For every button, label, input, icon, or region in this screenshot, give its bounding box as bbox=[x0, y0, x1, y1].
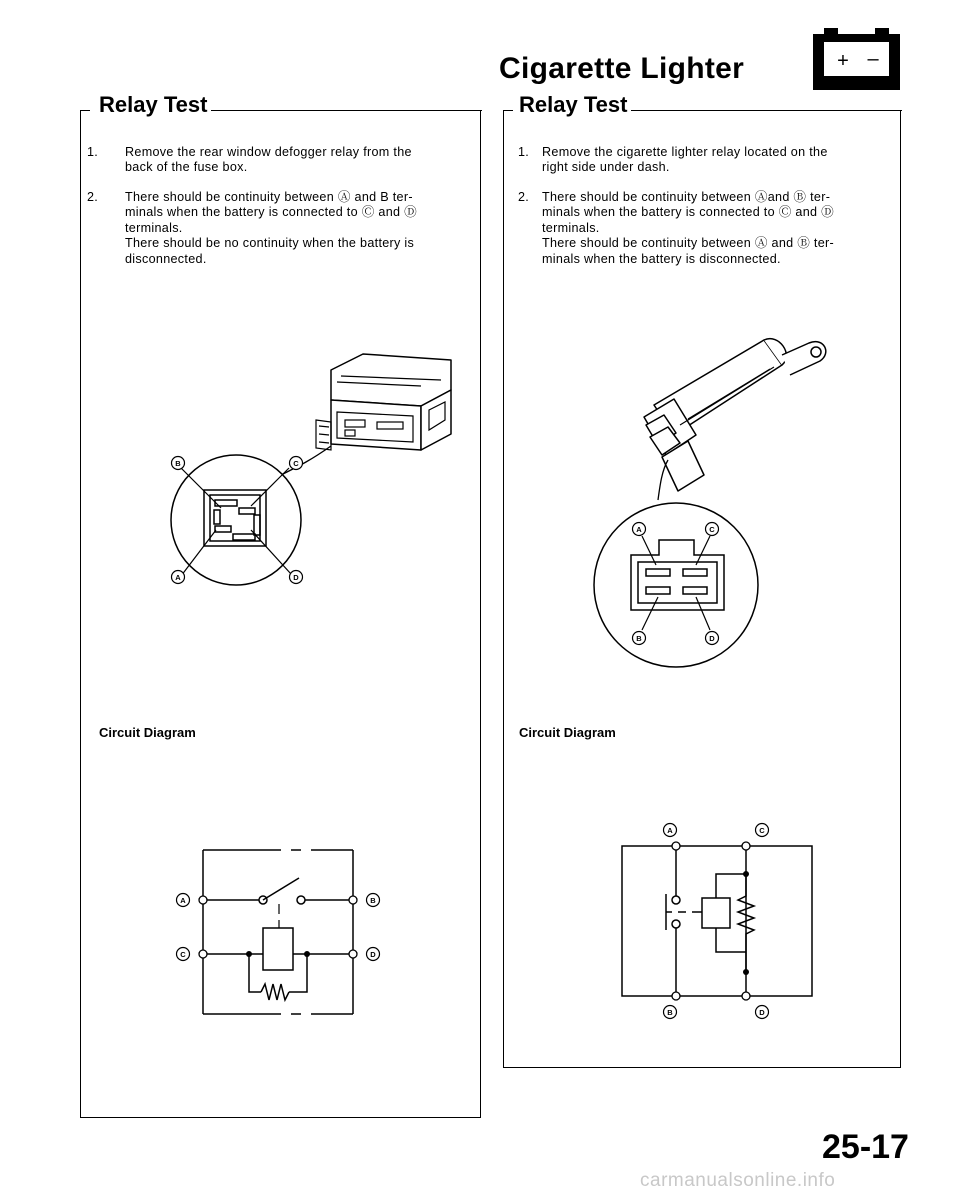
circuit-terminal-d-label: D bbox=[759, 1008, 765, 1017]
step-line: minals when the battery is connected to Ⓒ and Ⓓ bbox=[542, 205, 835, 220]
circuit-terminal-b-label: B bbox=[370, 896, 376, 905]
circuit-terminal-c-label: C bbox=[180, 950, 186, 959]
step-line: right side under dash. bbox=[542, 160, 670, 175]
left-relay-test-section bbox=[80, 92, 481, 1118]
battery-minus-symbol: – bbox=[867, 48, 879, 70]
terminal-d-label: D bbox=[709, 634, 715, 643]
page-title: Cigarette Lighter bbox=[499, 52, 745, 85]
section-heading: Relay Test bbox=[515, 92, 631, 118]
terminal-c-label: C bbox=[709, 525, 715, 534]
step-line: terminals. bbox=[542, 220, 600, 235]
terminal-c-label: C bbox=[293, 459, 299, 468]
defogger-relay-illustration bbox=[141, 350, 461, 590]
right-relay-test-section bbox=[503, 92, 901, 1068]
terminal-b-label: B bbox=[175, 459, 181, 468]
heading-rule-right bbox=[630, 110, 902, 111]
circuit-diagram-label: Circuit Diagram bbox=[99, 725, 196, 740]
step-number: 2. bbox=[87, 190, 99, 204]
heading-rule-left bbox=[80, 110, 90, 111]
step-text bbox=[125, 190, 417, 267]
step-text bbox=[542, 145, 828, 176]
terminal-a-label: A bbox=[175, 573, 181, 582]
step-line: Remove the cigarette lighter relay located on the bbox=[542, 145, 828, 159]
circuit-diagram-label: Circuit Diagram bbox=[519, 725, 616, 740]
step-line: There should be no continuity when the battery is bbox=[125, 236, 415, 251]
circuit-terminal-b-label: B bbox=[667, 1008, 673, 1017]
step-line: minals when the battery is disconnected. bbox=[542, 251, 781, 266]
step-line: back of the fuse box. bbox=[125, 160, 248, 175]
step-number: 2. bbox=[518, 190, 530, 204]
page-number: 25-17 bbox=[822, 1128, 909, 1166]
step-text bbox=[125, 145, 412, 176]
battery-plus-symbol: + bbox=[837, 50, 849, 72]
terminal-d-label: D bbox=[293, 573, 299, 582]
step-text bbox=[542, 190, 834, 267]
circuit-terminal-a-label: A bbox=[180, 896, 186, 905]
circuit-terminal-c-label: C bbox=[759, 826, 765, 835]
step-line: disconnected. bbox=[125, 251, 207, 266]
watermark: carmanualsonline.info bbox=[640, 1170, 836, 1191]
cigarette-lighter-relay-illustration bbox=[584, 325, 874, 670]
step-number: 1. bbox=[87, 145, 99, 159]
section-heading: Relay Test bbox=[95, 92, 211, 118]
heading-rule-left bbox=[503, 110, 513, 111]
heading-rule-right bbox=[209, 110, 482, 111]
step-line: terminals. bbox=[125, 220, 183, 235]
step-line: There should be continuity between Ⓐ and Ⓑ ter- bbox=[542, 236, 835, 251]
battery-icon bbox=[813, 28, 900, 90]
terminal-a-label: A bbox=[636, 525, 642, 534]
step-line: There should be continuity between Ⓐ and B ter- bbox=[125, 190, 413, 204]
step-line: There should be continuity between Ⓐand Ⓑ ter- bbox=[542, 190, 831, 204]
step-line: Remove the rear window defogger relay from the bbox=[125, 145, 412, 159]
step-number: 1. bbox=[518, 145, 530, 159]
step-line: minals when the battery is connected to Ⓒ and Ⓓ bbox=[125, 205, 418, 220]
circuit-terminal-a-label: A bbox=[667, 826, 673, 835]
defogger-relay-circuit-diagram bbox=[161, 842, 376, 1022]
terminal-b-label: B bbox=[636, 634, 642, 643]
circuit-terminal-d-label: D bbox=[370, 950, 376, 959]
cigarette-lighter-relay-circuit-diagram bbox=[614, 822, 814, 1022]
